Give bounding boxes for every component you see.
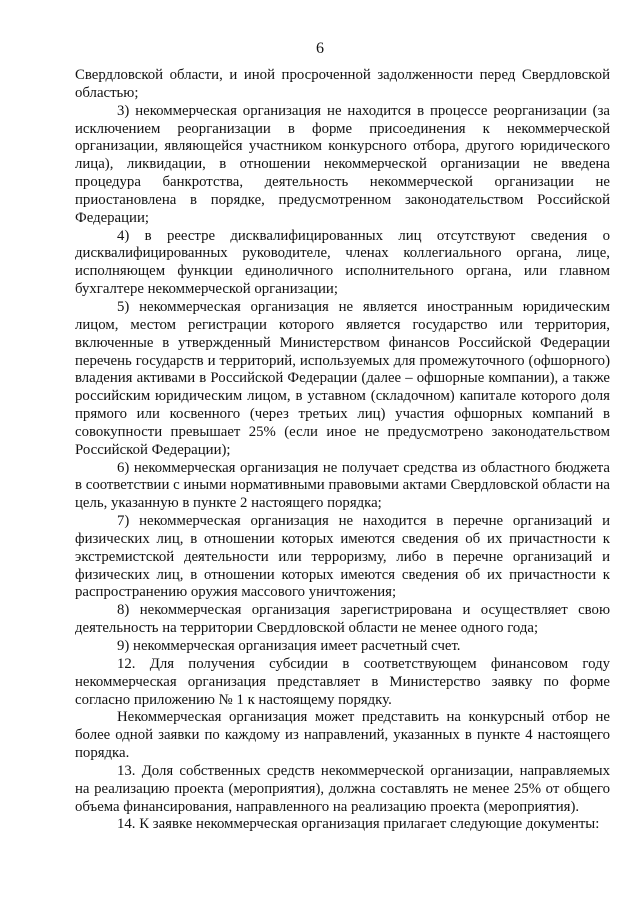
paragraph-item-6: 6) некоммерческая организация не получает средства из областного бюджета в соответствии с иными нормативными правовыми актами Свердловской области на цель, указанную в пункте 2 настоящего порядка; <box>75 459 610 512</box>
document-body <box>75 67 610 834</box>
paragraph-item-4: 4) в реестре дисквалифицированных лиц отсутствуют сведения о дисквалифицированных руководителе, членах коллегиального органа, лице, исполняющем функции единоличного исполнительного органа, или главном бухгалтере некоммерческой организации; <box>75 227 610 298</box>
paragraph-item-9: 9) некоммерческая организация имеет расчетный счет. <box>117 638 461 654</box>
page-number: 6 <box>316 40 324 57</box>
paragraph-clause-13: 13. Доля собственных средств некоммерческой организации, направляемых на реализацию проекта (мероприятия), должна составлять не менее 25% от общего объема финансирования, направленного на реализацию проекта (мероприятия). <box>75 762 610 815</box>
paragraph-item-5: 5) некоммерческая организация не является иностранным юридическим лицом, местом регистрации которого является государство или территория, включенные в утвержденный Министерством финансов Российской Федерации перечень государств и территорий, используемых для промежуточного (офшорного) владения активами в Российской Федерации (далее – офшорные компании), а также российским юридическим лицом, в уставном (складочном) капитале которого доля прямого или косвенного (через третьих лиц) участия офшорных компаний в совокупности превышает 25% (если иное не предусмотрено законодательством Российской Федерации); <box>75 298 610 458</box>
paragraph-continuation: Свердловской области, и иной просроченной задолженности перед Свердловской областью; <box>75 67 610 101</box>
paragraph-clause-12-note: Некоммерческая организация может представить на конкурсный отбор не более одной заявки по каждому из направлений, указанных в пункте 4 настоящего порядка. <box>75 709 610 762</box>
paragraph-item-8: 8) некоммерческая организация зарегистрирована и осуществляет свою деятельность на территории Свердловской области не менее одного года; <box>75 602 610 637</box>
paragraph-clause-12: 12. Для получения субсидии в соответствующем финансовом году некоммерческая организация представляет в Министерство заявку по форме согласно приложению № 1 к настоящему порядку. <box>75 655 610 708</box>
paragraph-item-7: 7) некоммерческая организация не находится в перечне организаций и физических лиц, в отношении которых имеются сведения об их причастности к экстремистской деятельности или терроризму, либо в перечне организаций и физических лиц, в отношении которых имеются сведения об их причастности к распространению оружия массового уничтожения; <box>75 513 610 601</box>
paragraph-clause-14: 14. К заявке некоммерческая организация прилагает следующие документы: <box>117 816 600 833</box>
paragraph-item-3: 3) некоммерческая организация не находится в процессе реорганизации (за исключением реорганизации в форме присоединения к некоммерческой организации, являющейся участником конкурсного отбора, другого юридического лица), ликвидации, в отношении некоммерческой организации не введена процедура банкротства, деятельность некоммерческой организации не приостановлена в порядке, предусмотренном законодательством Российской Федерации; <box>75 102 610 226</box>
